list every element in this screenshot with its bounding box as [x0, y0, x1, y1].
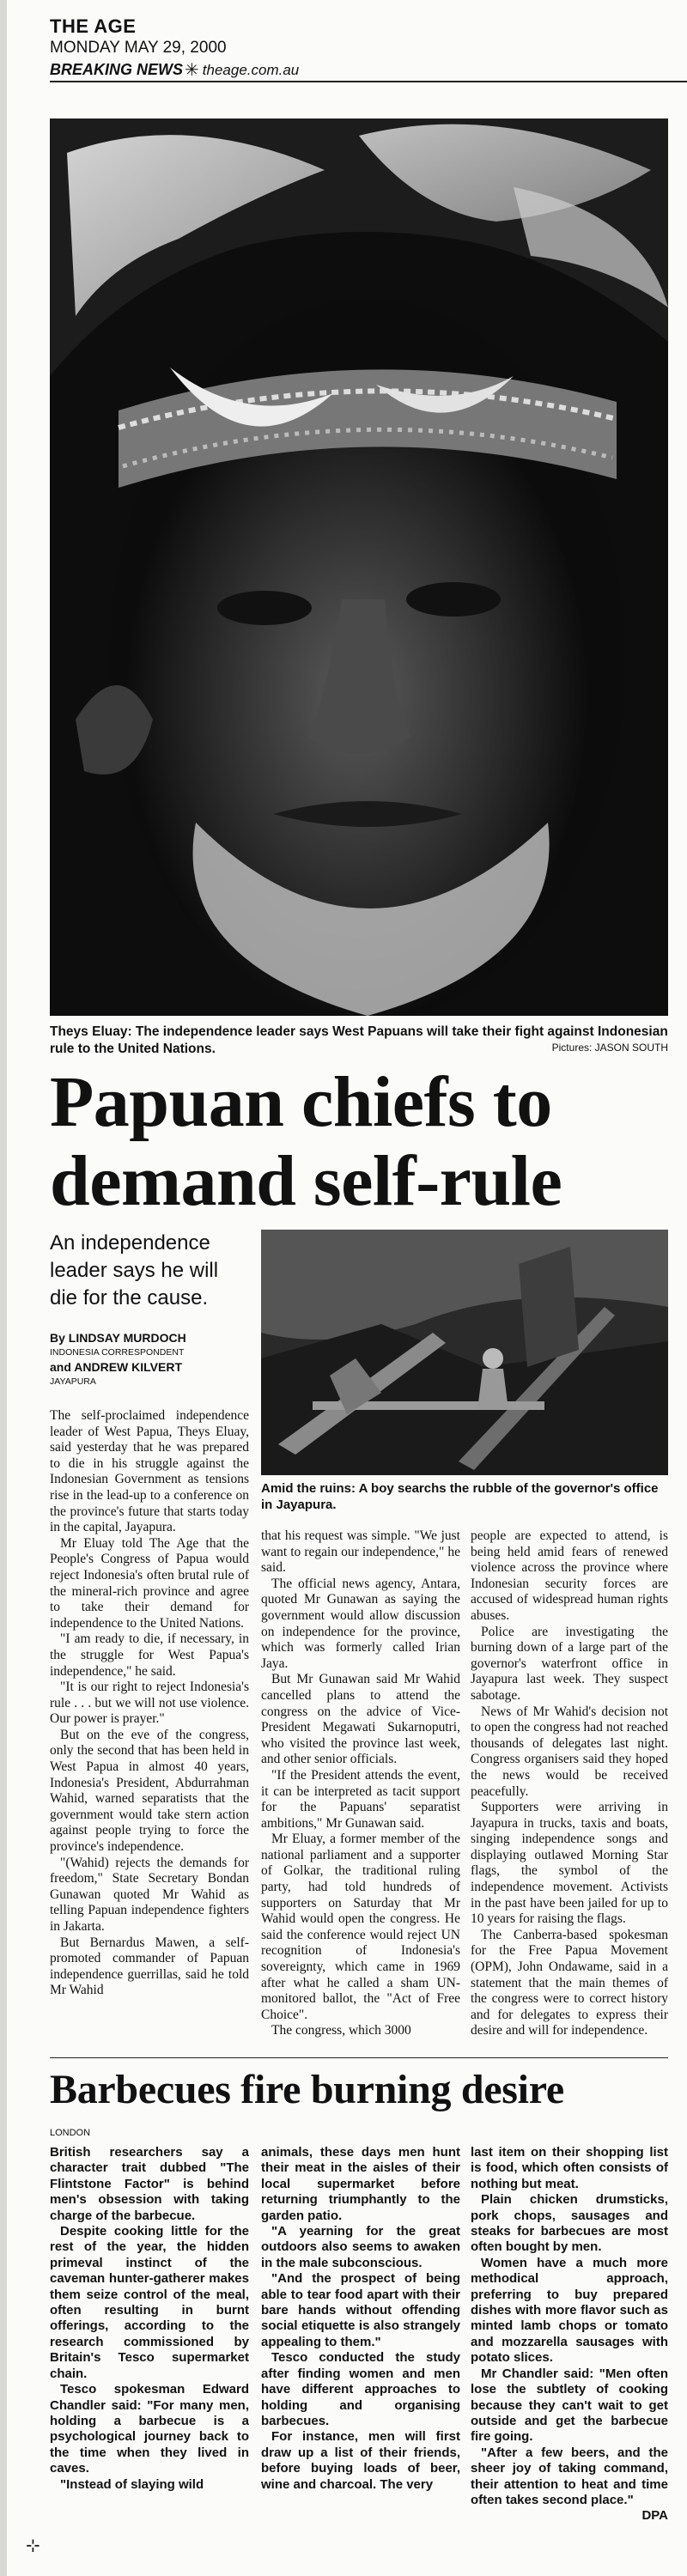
paragraph: "If the President attends the event, it can be interpreted as tacit support for the Papuans' separatist ambitions," Mr Gunawan said. — [261, 1767, 460, 1831]
paragraph: But on the eve of the congress, only the second that has been held in West Papua in almost 40 years, Indonesia's President, Abdurrahman Wahid, warned separatists that the government would take stern action against people trying to force the province's independence. — [50, 1727, 249, 1855]
ruins-photo — [261, 1230, 668, 1475]
paragraph: Plain chicken drumsticks, pork chops, sausages and steaks for barbecues are most often bought by men. — [471, 2192, 668, 2255]
paragraph: last item on their shopping list is food, which often consists of nothing but meat. — [471, 2145, 668, 2191]
website-link[interactable]: theage.com.au — [202, 61, 300, 78]
byline-location: JAYAPURA — [50, 1376, 96, 1387]
masthead-date: MONDAY MAY 29, 2000 — [50, 39, 227, 57]
paragraph: The self-proclaimed independence leader of West Papua, Theys Eluay, said yesterday that he was prepared to die in his struggle against the Indonesian Government as tensions rise in the lead-up to a conference on the province's future that starts today in the capital, Jayapura. — [50, 1408, 249, 1535]
byline — [50, 1331, 256, 1389]
ruins-photo-caption: Amid the ruins: A boy searchs the rubble of the governor's office in Jayapura. — [261, 1481, 659, 1512]
article-column-1 — [50, 1408, 249, 1999]
registration-mark-icon: ⊹ — [26, 2537, 40, 2555]
story2-headline: Barbecues fire burning desire — [50, 2067, 564, 2112]
paragraph: that his request was simple. "We just want to regain our independence," he said. — [261, 1528, 460, 1576]
masthead — [50, 15, 687, 81]
story2-column-3 — [471, 2145, 668, 2524]
masthead-breaking-row — [50, 59, 687, 81]
masthead-rule — [50, 81, 687, 82]
paragraph: Tesco spokesman Edward Chandler said: "For many men, holding a barbecue is a psychological journey back to the time when they lived in caves. — [50, 2382, 249, 2476]
article-column-2 — [261, 1528, 460, 2039]
story2-column-2 — [261, 2145, 460, 2493]
paragraph: "Instead of slaying wild — [60, 2476, 204, 2492]
page-edge — [0, 0, 7, 2576]
paragraph: people are expected to attend, is being held amid fears of renewed violence across the province where Indonesian security forces are accused of widespread human rights abuses. — [471, 1528, 668, 1623]
headline-line-1: Papuan chiefs to — [50, 1062, 552, 1142]
author-2: ANDREW KILVERT — [74, 1360, 182, 1374]
paragraph: "(Wahid) rejects the demands for freedom," State Secretary Bondan Gunawan quoted Mr Wahid as telling Papuan independence fighters in Jakarta. — [50, 1855, 249, 1934]
story-divider — [50, 2057, 668, 2058]
paragraph: Mr Eluay told The Age that the People's Congress of Papua would reject Indonesia's often brutal rule of the mineral-rich province and agree to take their demand for independence to the United Nations. — [50, 1535, 249, 1631]
paragraph: Women have a much more methodical approach, preferring to buy prepared dishes with more flavor such as minted lamb chops or tomato and mozzarella sausages with potato slices. — [471, 2255, 668, 2366]
paragraph: But Bernardus Mawen, a self-promoted commander of Papuan independence guerrillas, said he told Mr Wahid — [50, 1935, 249, 1998]
photo-caption: Theys Eluay: The independence leader says West Papuans will take their fight against Indonesian rule to the United Nations. — [50, 1024, 668, 1056]
paragraph: But Mr Gunawan said Mr Wahid cancelled plans to attend the congress on the advice of Vice-President Megawati Sukarnoputri, who visited the province last week, and other senior officials. — [261, 1672, 460, 1767]
paragraph: "After a few beers, and the sheer joy of taking command, their attention to heat and time often takes second place." — [471, 2445, 668, 2507]
author-1-role: INDONESIA CORRESPONDENT — [50, 1347, 185, 1358]
story2-column-1 — [50, 2145, 249, 2493]
paragraph: "It is our right to reject Indonesia's rule . . . but we will not use violence. Our power is prayer." — [50, 1680, 249, 1727]
paragraph: Tesco conducted the study after finding women and men have different approaches to holding and organising barbecues. — [261, 2350, 460, 2428]
paragraph: The congress, which 3000 — [271, 2023, 411, 2038]
standfirst: An independence leader says he will die for the cause. — [50, 1231, 219, 1309]
paragraph: animals, these days men hunt their meat in the aisles of their local supermarket before returning triumphantly to the garden patio. — [261, 2145, 460, 2223]
breaking-news-label: BREAKING NEWS — [50, 61, 184, 78]
portrait-photo — [50, 118, 668, 1016]
paragraph: The official news agency, Antara, quoted Mr Gunawan as saying the government would allow discussion on independence for the province, which was formerly called Irian Jaya. — [261, 1576, 460, 1671]
paragraph: News of Mr Wahid's decision not to open the congress had not reached thousands of delegates last night. Congress organisers said they hoped the news would be received peacefully. — [471, 1704, 668, 1799]
signoff: DPA — [641, 2508, 668, 2524]
paragraph: Supporters were arriving in Jayapura in trucks, taxis and boats, singing independence songs and displaying outlawed Morning Star flags, the symbol of the independence movement. Activists in the past have been jailed for up to 10 years for raising the flags. — [471, 1800, 668, 1927]
paragraph: The Canberra-based spokesman for the Free Papua Movement (OPM), John Ondawame, said in a statement that the main themes of the congress were to correct history and for delegates to express their desire and will for independence. — [471, 1927, 668, 2038]
author-1: LINDSAY MURDOCH — [68, 1331, 186, 1345]
star-icon: ✳ — [185, 61, 199, 80]
paragraph: For instance, men will first draw up a list of their friends, before buying loads of beer, wine and charcoal. The very — [261, 2429, 460, 2492]
paragraph: "A yearning for the great outdoors also seems to awaken in the male subconscious. — [261, 2224, 460, 2270]
headline — [50, 1063, 668, 1221]
paragraph: "And the prospect of being able to tear food apart with their bare hands without offending social etiquette is also strangely appealing to them." — [261, 2271, 460, 2349]
photo-credit: Pictures: JASON SOUTH — [551, 1042, 668, 1054]
paragraph: British researchers say a character trait dubbed "The Flintstone Factor" is behind men's obsession with taking charge of the barbecue. — [50, 2145, 249, 2223]
paragraph: "I am ready to die, if necessary, in the struggle for West Papua's independence," he said. — [50, 1631, 249, 1679]
byline-prefix-2: and — [50, 1360, 71, 1374]
paragraph: Mr Chandler said: "Men often lose the subtlety of cooking because they can't wait to get outside and get the barbecue fire going. — [471, 2366, 668, 2445]
byline-prefix-1: By — [50, 1331, 65, 1345]
paragraph: Mr Eluay, a former member of the national parliament and a supporter of Golkar, the traditional ruling party, had told hundreds of supporters on Saturday that Mr Wahid would open the congress. He said the conference would reject UN recognition of Indonesia's sovereignty, which came in 1969 after what he called a sham UN-monitored ballot, the "Act of Free Choice". — [261, 1832, 460, 2022]
article-column-3 — [471, 1528, 668, 2039]
masthead-name: THE AGE — [50, 15, 137, 37]
headline-line-2: demand self-rule — [50, 1141, 562, 1221]
paragraph: Despite cooking little for the rest of the year, the hidden primeval instinct of the caveman hunter-gatherer makes them seize control of the meal, often resulting in burnt offerings, according to the research commissioned by Britain's Tesco supermarket chain. — [50, 2224, 249, 2381]
story2-dateline: LONDON — [50, 2128, 91, 2138]
paragraph: Police are investigating the burning down of a large part of the governor's waterfront office in Jayapura last week. They suspect sabotage. — [471, 1624, 668, 1703]
